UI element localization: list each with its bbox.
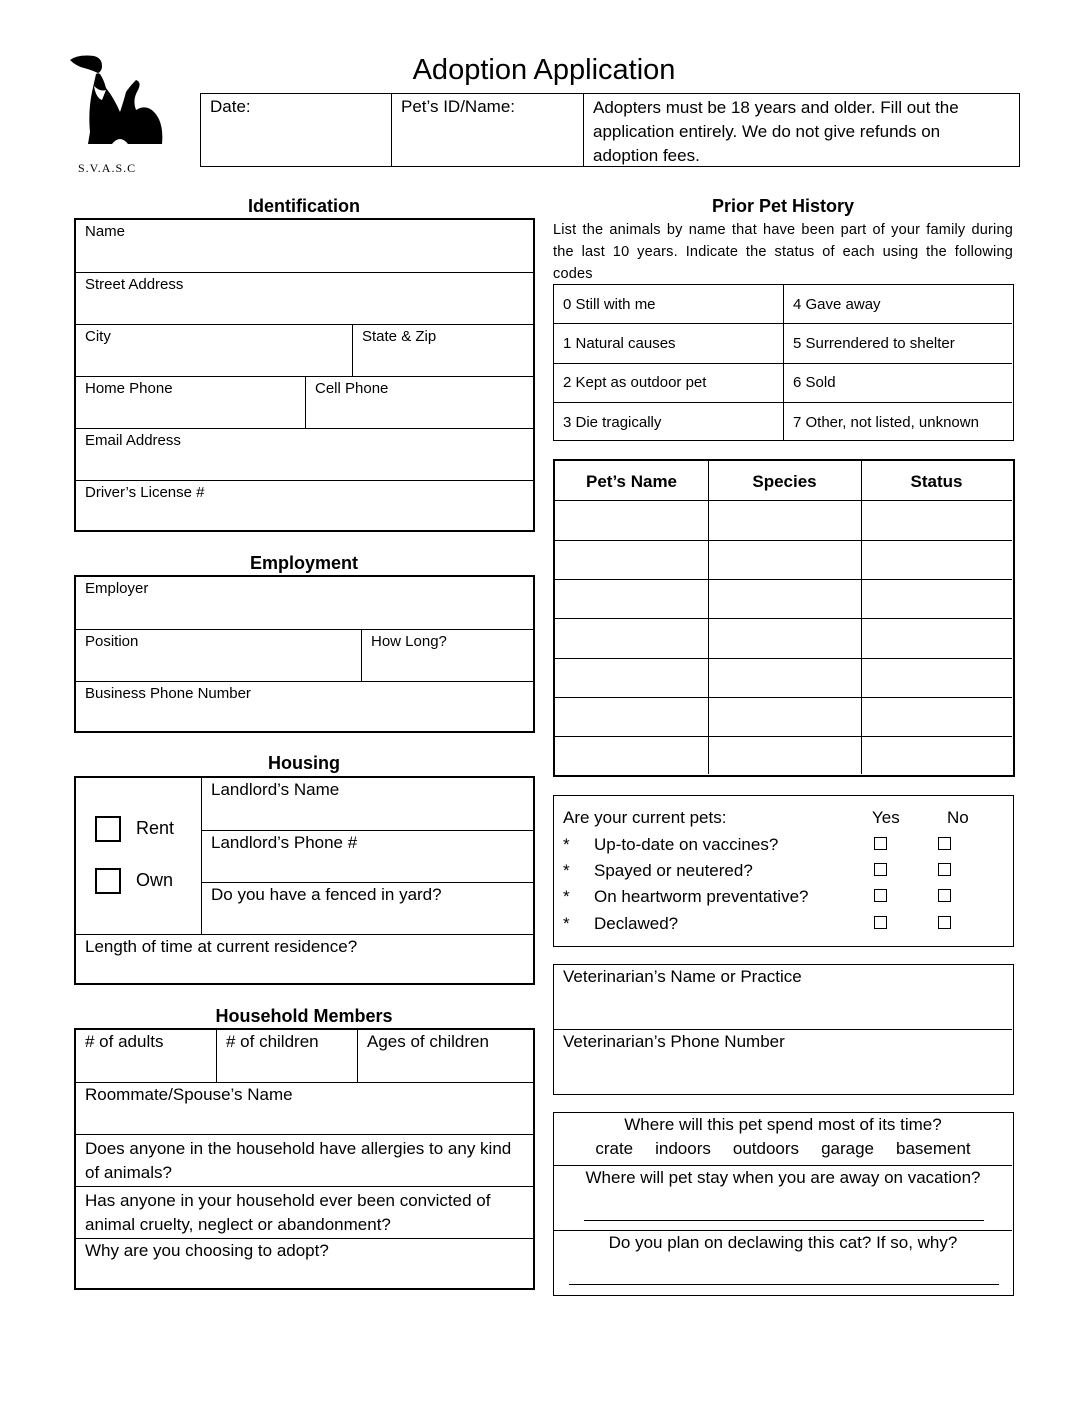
where-question: Where will this pet spend most of its time?: [624, 1115, 942, 1134]
code-6: 6 Sold: [793, 374, 836, 391]
bullet: *: [563, 914, 570, 933]
email-label: Email Address: [85, 432, 181, 449]
vaccines-no-checkbox[interactable]: [938, 837, 951, 850]
own-checkbox[interactable]: [95, 868, 121, 894]
business-phone-field[interactable]: [76, 682, 533, 731]
vet-name-label: Veterinarian’s Name or Practice: [563, 967, 802, 986]
pet-history-table: [553, 459, 1015, 777]
children-field[interactable]: [217, 1030, 357, 1082]
no-header: No: [947, 808, 969, 827]
city-field[interactable]: [76, 325, 352, 377]
dog-cat-logo: [66, 52, 166, 148]
why-adopt-field[interactable]: [76, 1239, 533, 1288]
date-label: Date:: [210, 97, 251, 116]
pet-row[interactable]: [555, 501, 1012, 539]
current-pets-question: Are your current pets:: [563, 808, 727, 827]
name-label: Name: [85, 223, 126, 240]
allergies-label: Does anyone in the household have allergies to any kind of animals?: [85, 1139, 512, 1182]
option-outdoors[interactable]: outdoors: [732, 1139, 800, 1158]
yes-header: Yes: [872, 808, 900, 827]
logo-caption: S.V.A.S.C: [78, 161, 137, 175]
household-box: [74, 1028, 535, 1290]
option-basement[interactable]: basement: [896, 1139, 971, 1158]
spayed-no-checkbox[interactable]: [938, 863, 951, 876]
vet-phone-label: Veterinarian’s Phone Number: [563, 1032, 785, 1051]
heartworm-no-checkbox[interactable]: [938, 889, 951, 902]
vet-phone-field[interactable]: [554, 1030, 1012, 1093]
state-zip-field[interactable]: [353, 325, 533, 377]
cell-phone-label: Cell Phone: [315, 380, 389, 397]
housing-title: Housing: [268, 753, 340, 773]
position-field[interactable]: [76, 630, 361, 682]
option-garage[interactable]: garage: [821, 1139, 874, 1158]
rent-label: Rent: [136, 818, 175, 838]
current-pets-box: [553, 795, 1014, 947]
declawed-no-checkbox[interactable]: [938, 916, 951, 929]
vacation-answer-line[interactable]: [584, 1219, 984, 1221]
spayed-yes-checkbox[interactable]: [874, 863, 887, 876]
fenced-yard-field[interactable]: [202, 883, 533, 935]
license-field[interactable]: [76, 481, 533, 530]
bullet: *: [563, 887, 570, 906]
spayed-label: Spayed or neutered?: [594, 861, 753, 880]
convicted-label: Has anyone in your household ever been convicted of animal cruelty, neglect or abandonment?: [85, 1191, 491, 1234]
street-label: Street Address: [85, 276, 184, 293]
home-phone-field[interactable]: [76, 377, 305, 429]
name-field[interactable]: [76, 220, 533, 272]
cell-phone-field[interactable]: [306, 377, 533, 429]
vacation-question: Where will pet stay when you are away on vacation?: [585, 1168, 981, 1187]
vaccines-yes-checkbox[interactable]: [874, 837, 887, 850]
declaw-question: Do you plan on declawing this cat? If so, why?: [608, 1233, 958, 1252]
vet-box: [553, 964, 1014, 1095]
license-label: Driver’s License #: [85, 484, 205, 501]
pet-row[interactable]: [555, 737, 1012, 774]
code-2: 2 Kept as outdoor pet: [563, 374, 707, 391]
date-field[interactable]: [201, 94, 392, 166]
ages-label: Ages of children: [367, 1032, 489, 1051]
rent-checkbox[interactable]: [95, 816, 121, 842]
declaw-answer-line[interactable]: [569, 1283, 999, 1285]
state-zip-label: State & Zip: [362, 328, 437, 345]
where-box: [553, 1112, 1014, 1296]
bullet: *: [563, 835, 570, 854]
code-0: 0 Still with me: [563, 296, 656, 313]
code-3: 3 Die tragically: [563, 414, 662, 431]
street-field[interactable]: [76, 273, 533, 325]
roommate-label: Roommate/Spouse’s Name: [85, 1085, 293, 1104]
landlord-name-label: Landlord’s Name: [211, 780, 340, 799]
code-4: 4 Gave away: [793, 296, 881, 313]
heartworm-label: On heartworm preventative?: [594, 887, 809, 906]
status-codes-table: [553, 284, 1014, 441]
declawed-label: Declawed?: [594, 914, 679, 933]
household-title: Household Members: [215, 1006, 393, 1026]
header-table: [200, 93, 1020, 167]
pet-row[interactable]: [555, 541, 1012, 579]
col-pet-name: Pet’s Name: [585, 472, 678, 491]
why-adopt-label: Why are you choosing to adopt?: [85, 1241, 329, 1260]
adults-label: # of adults: [85, 1032, 164, 1051]
allergies-field[interactable]: [76, 1135, 533, 1187]
prior-history-title: Prior Pet History: [711, 196, 855, 216]
ages-field[interactable]: [358, 1030, 533, 1082]
convicted-field[interactable]: [76, 1187, 533, 1239]
adults-field[interactable]: [76, 1030, 216, 1082]
bullet: *: [563, 861, 570, 880]
landlord-name-field[interactable]: [202, 778, 533, 830]
identification-box: [74, 218, 535, 532]
vet-name-field[interactable]: [554, 965, 1012, 1029]
adoption-notice: Adopters must be 18 years and older. Fill out the application entirely. We do not give refunds on adoption fees.: [593, 98, 959, 165]
employer-field[interactable]: [76, 577, 533, 629]
option-indoors[interactable]: indoors: [655, 1139, 711, 1158]
landlord-phone-field[interactable]: [202, 831, 533, 883]
housing-box: [74, 776, 535, 985]
prior-history-intro: List the animals by name that have been part of your family during the last 10 years. Indicate the status of each using the following codes: [553, 222, 1013, 282]
own-label: Own: [136, 870, 174, 890]
employment-box: [74, 575, 535, 733]
heartworm-yes-checkbox[interactable]: [874, 889, 887, 902]
option-crate[interactable]: crate: [595, 1139, 634, 1158]
pet-row[interactable]: [555, 580, 1012, 618]
code-1: 1 Natural causes: [563, 335, 676, 352]
email-field[interactable]: [76, 429, 533, 481]
how-long-label: How Long?: [371, 633, 447, 650]
pet-row[interactable]: [555, 659, 1012, 697]
pet-id-label: Pet’s ID/Name:: [401, 97, 516, 116]
code-5: 5 Surrendered to shelter: [793, 335, 955, 352]
vaccines-label: Up-to-date on vaccines?: [594, 835, 779, 854]
how-long-field[interactable]: [362, 630, 533, 682]
landlord-phone-label: Landlord’s Phone #: [211, 833, 358, 852]
code-7: 7 Other, not listed, unknown: [793, 414, 979, 431]
home-phone-label: Home Phone: [85, 380, 173, 397]
roommate-field[interactable]: [76, 1083, 533, 1135]
residence-length-label: Length of time at current residence?: [85, 937, 358, 956]
employment-title: Employment: [249, 553, 359, 573]
pet-id-field[interactable]: [392, 94, 584, 166]
employer-label: Employer: [85, 580, 149, 597]
declawed-yes-checkbox[interactable]: [874, 916, 887, 929]
children-label: # of children: [226, 1032, 319, 1051]
page-title: Adoption Application: [412, 54, 676, 86]
pet-row[interactable]: [555, 698, 1012, 736]
where-options: [554, 1139, 1012, 1159]
position-label: Position: [85, 633, 139, 650]
fenced-yard-label: Do you have a fenced in yard?: [211, 885, 442, 904]
business-phone-label: Business Phone Number: [85, 685, 251, 702]
pet-row[interactable]: [555, 619, 1012, 657]
city-label: City: [85, 328, 111, 345]
col-status: Status: [910, 472, 963, 491]
identification-title: Identification: [248, 196, 360, 216]
residence-length-field[interactable]: [76, 935, 533, 983]
col-species: Species: [752, 472, 817, 491]
